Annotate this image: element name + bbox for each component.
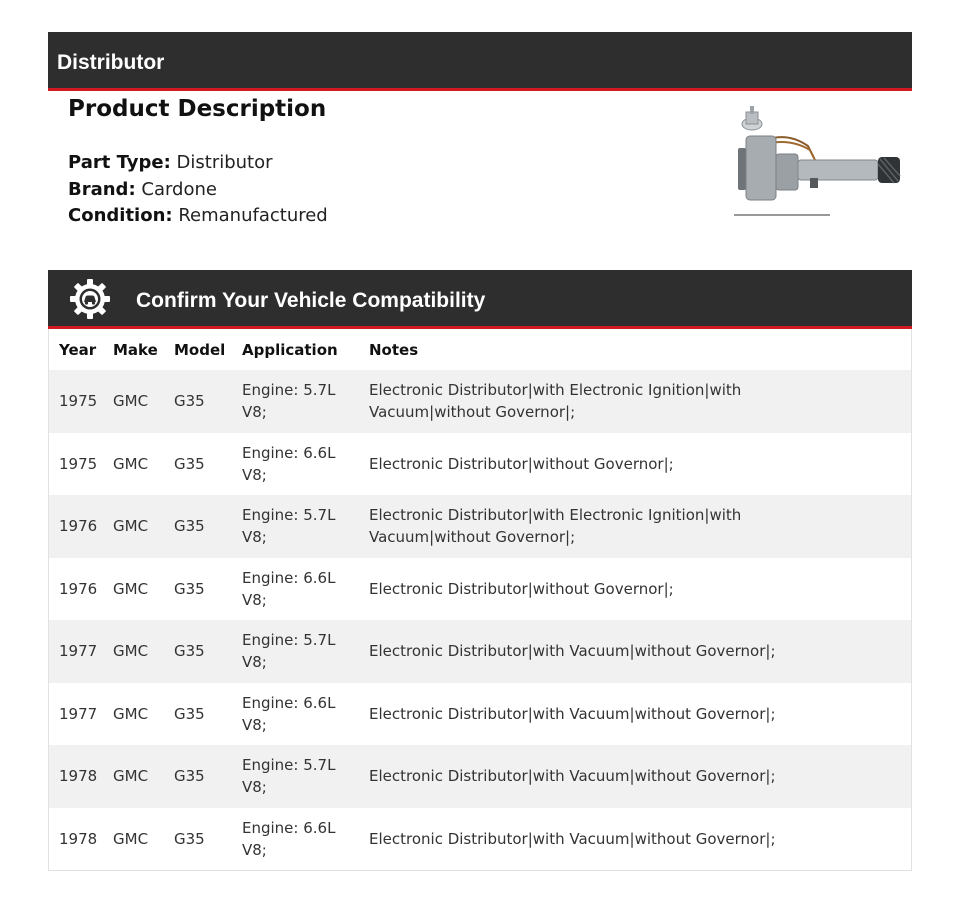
column-header-year: Year — [59, 340, 97, 359]
column-header-model: Model — [174, 340, 226, 359]
cell-year: 1975 — [59, 454, 98, 473]
cell-make: GMC — [103, 620, 164, 683]
cell-year: 1976 — [59, 579, 98, 598]
table-header-row — [49, 329, 911, 370]
cell-notes: Electronic Distributor|with Vacuum|without Governor|; — [359, 745, 911, 808]
cell-notes: Electronic Distributor|with Vacuum|without Governor|; — [369, 704, 776, 723]
cell-model: G35 — [164, 370, 232, 433]
cell-make: GMC — [103, 495, 164, 558]
cell-model: G35 — [174, 579, 205, 598]
cell-year: 1975 — [49, 370, 103, 433]
spec-value: Remanufactured — [178, 205, 328, 226]
cell-notes: Electronic Distributor|without Governor|; — [369, 579, 674, 598]
spec-label: Condition: — [68, 205, 173, 226]
table-row — [49, 495, 911, 558]
column-header-notes: Notes — [369, 340, 419, 359]
product-specs — [68, 150, 328, 230]
cell-notes: Electronic Distributor|without Governor|; — [369, 454, 674, 473]
cell-year: 1977 — [59, 704, 98, 723]
table-row — [49, 683, 911, 746]
compatibility-title: Confirm Your Vehicle Compatibility — [136, 289, 486, 312]
compatibility-bar — [48, 270, 912, 329]
cell-year: 1977 — [49, 620, 103, 683]
cell-make: GMC — [113, 829, 149, 848]
cell-model: G35 — [174, 704, 205, 723]
cell-make: GMC — [113, 704, 149, 723]
product-title-bar — [48, 32, 912, 91]
cell-make: GMC — [113, 454, 149, 473]
table-row — [49, 433, 911, 496]
compatibility-table — [49, 329, 911, 870]
gear-car-icon — [69, 278, 111, 320]
product-image[interactable] — [728, 102, 908, 220]
cell-application: Engine: 6.6L V8; — [242, 693, 336, 734]
spec-value: Cardone — [141, 178, 217, 200]
cell-notes: Electronic Distributor|with Electronic Ignition|with Vacuum|without Governor|; — [359, 495, 911, 558]
table-row — [49, 620, 911, 683]
cell-notes: Electronic Distributor|with Vacuum|without Governor|; — [369, 829, 776, 848]
cell-make: GMC — [103, 745, 164, 808]
cell-notes: Electronic Distributor|with Electronic Ignition|with Vacuum|without Governor|; — [359, 370, 911, 433]
cell-model: G35 — [174, 454, 205, 473]
cell-year: 1976 — [49, 495, 103, 558]
cell-year: 1978 — [49, 745, 103, 808]
cell-notes: Electronic Distributor|with Vacuum|without Governor|; — [359, 620, 911, 683]
product-title: Distributor — [57, 51, 165, 74]
column-header-make: Make — [113, 340, 158, 359]
cell-year: 1978 — [59, 829, 98, 848]
cell-model: G35 — [164, 745, 232, 808]
cell-make: GMC — [103, 370, 164, 433]
cell-application: Engine: 6.6L V8; — [242, 568, 336, 609]
cell-application: Engine: 5.7L V8; — [232, 620, 359, 683]
cell-make: GMC — [113, 579, 149, 598]
spec-value: Distributor — [176, 152, 273, 173]
table-row — [49, 558, 911, 621]
table-row — [49, 745, 911, 808]
cell-application: Engine: 5.7L V8; — [232, 495, 359, 558]
cell-application: Engine: 5.7L V8; — [232, 745, 359, 808]
cell-model: G35 — [164, 620, 232, 683]
cell-model: G35 — [174, 829, 205, 848]
product-description-heading: Product Description — [68, 96, 327, 122]
table-row — [49, 808, 911, 871]
spec-condition — [68, 203, 328, 230]
table-row — [49, 370, 911, 433]
cell-application: Engine: 6.6L V8; — [242, 443, 336, 484]
spec-part-type — [68, 150, 328, 177]
spec-label: Part Type: — [68, 152, 171, 173]
cell-application: Engine: 5.7L V8; — [232, 370, 359, 433]
spec-brand — [68, 177, 328, 204]
spec-label: Brand: — [68, 178, 136, 200]
cell-model: G35 — [164, 495, 232, 558]
cell-application: Engine: 6.6L V8; — [242, 818, 336, 859]
compatibility-table-container — [48, 329, 912, 871]
column-header-application: Application — [242, 340, 338, 359]
